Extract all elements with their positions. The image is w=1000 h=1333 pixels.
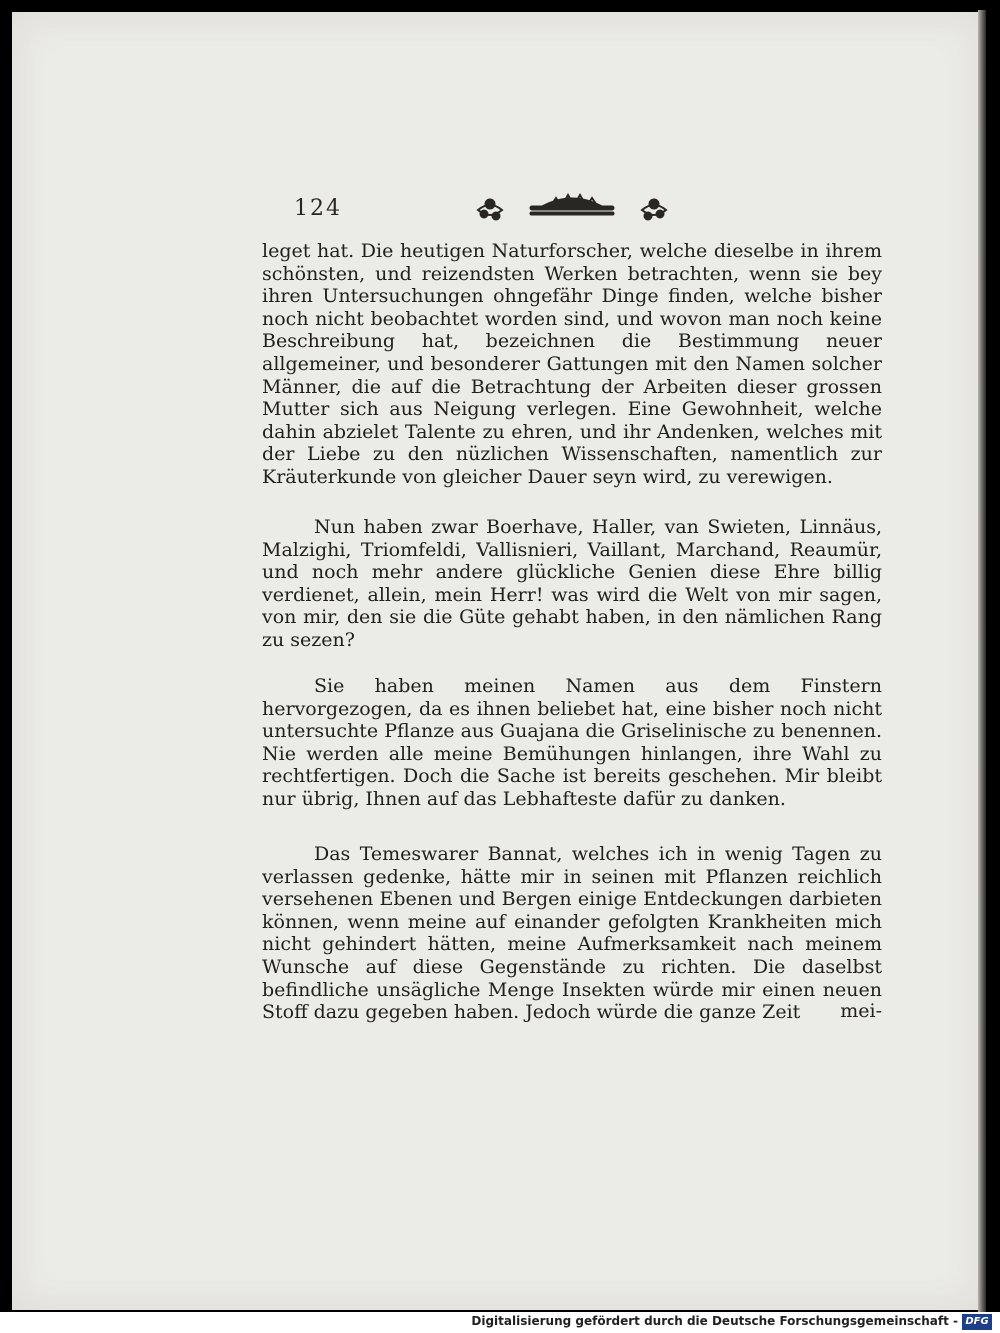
paragraph-4-text: Das Temeswarer Bannat, welches ich in wenig Tagen zu verlassen gedenke, hätte mir in seinen mit Pflanzen reichlich versehenen Ebenen und Bergen einige Entdeckungen darbieten können, wenn meine auf einander gefolgten Krankheiten mich nicht gehindert hätten, meine Aufmerksamkeit nach meinem Wunsche auf diese Gegenstände zu richten. Die daselbst befindliche unsägliche Menge Insekten würde mir einen neuen Stoff dazu gegeben haben. Jedoch würde die ganze Zeit [262, 843, 882, 1024]
page-header [252, 192, 882, 232]
paragraph-2-text: Nun haben zwar Boerhave, Haller, van Swieten, Linnäus, Malzighi, Triomfeldi, Vallisnieri, Vaillant, Marchand, Reaumür, und noch mehr andere glückliche Genien diese Ehre billig verdienet, allein, mein Herr! was wird die Welt von mir sagen, von mir, den sie die Güte gehabt haben, in den nämlichen Rang zu sezen? [262, 516, 882, 651]
paragraph-4 [262, 843, 882, 1024]
footer-credit: Digitalisierung gefördert durch die Deutsche Forschungsgemeinschaft - [471, 1314, 958, 1328]
paragraph-1 [262, 240, 882, 489]
paragraph-3-text: Sie haben meinen Namen aus dem Finstern hervorgezogen, da es ihnen beliebet hat, eine bisher noch nicht untersuchte Pflanze aus Guajana die Griselinische zu benennen. Nie werden alle meine Bemühungen hinlangen, ihre Wahl zu rechtfertigen. Doch die Sache ist bereits geschehen. Mir bleibt nur übrig, Ihnen auf das Lebhafteste dafür zu danken. [262, 675, 882, 810]
dfg-logo-icon: DFG [962, 1314, 992, 1330]
footer-bar [0, 1312, 1000, 1333]
paragraph-1-text: leget hat. Die heutigen Naturforscher, welche dieselbe in ihrem schönsten, und reizendsten Werken betrachten, wenn sie bey ihren Untersuchungen ohngefähr Dinge finden, welche bisher noch nicht beobachtet worden sind, und wovon man noch keine Beschreibung hat, bezeichnen die Bestimmung neuer allgemeiner, und besonderer Gattungen mit den Namen solcher Männer, die auf die Betrachtung der Arbeiten dieser grossen Mutter sich aus Neigung verlegen. Eine Gewohnheit, welche dahin abzielet Talente zu ehren, und ihr Andenken, welches mit der Liebe zu den nüzlichen Wissenschaften, namentlich zur Kräuterkunde von gleicher Dauer seyn wird, zu verewigen. [262, 240, 882, 488]
page-edge [978, 10, 986, 1312]
paragraph-3 [262, 675, 882, 811]
ornament-icon [472, 192, 672, 228]
catchword: mei- [840, 1000, 882, 1022]
page-number: 124 [294, 196, 342, 221]
paragraph-2 [262, 516, 882, 652]
